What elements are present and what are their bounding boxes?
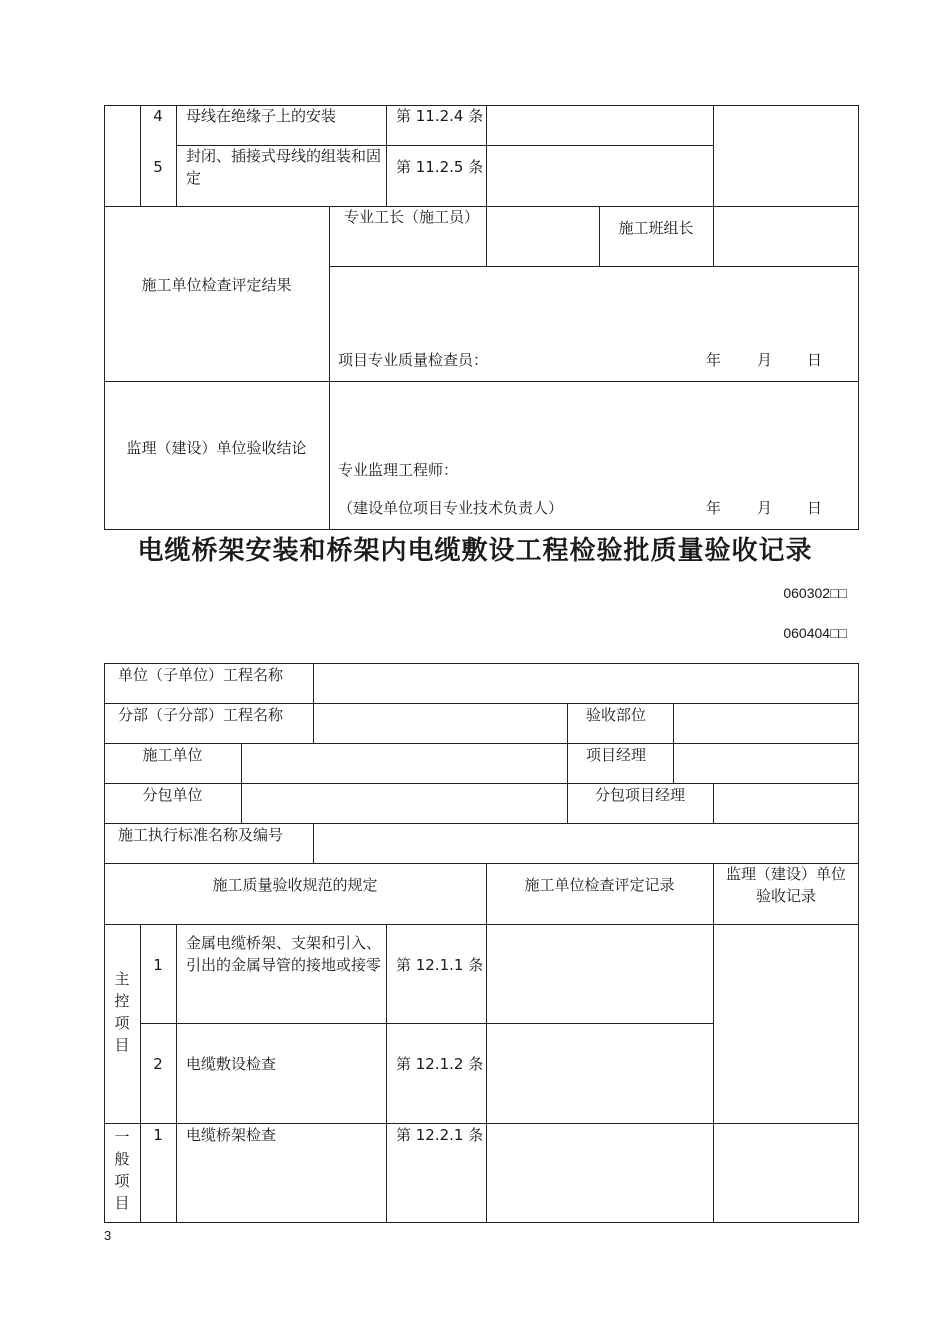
item-text: 封闭、插接式母线的组装和固定 (186, 147, 382, 187)
standard-label: 施工执行标准名称及编号 (118, 826, 284, 844)
row-number: 5 (153, 158, 163, 176)
eval-result-label: 施工单位检查评定结果 (141, 276, 292, 294)
date-month: 月 (757, 499, 773, 517)
spec-header: 施工质量验收规范的规定 (212, 876, 378, 894)
row-number: 1 (153, 956, 163, 974)
date-day: 日 (807, 351, 823, 369)
team-leader-label: 施工班组长 (618, 219, 694, 237)
item-text: 金属电缆桥架、支架和引入、引出的金属导管的接地或接零 (186, 934, 382, 974)
contractor-label: 施工单位 (142, 746, 203, 764)
subproject-label: 分部（子分部）工程名称 (118, 706, 284, 724)
page-number: 3 (104, 1228, 112, 1243)
clause-ref: 第 12.1.1 条 (396, 956, 484, 974)
item-text: 母线在绝缘子上的安装 (186, 107, 337, 125)
row-number: 2 (153, 1055, 163, 1073)
row-number: 1 (153, 1126, 163, 1144)
clause-ref: 第 11.2.5 条 (396, 158, 484, 176)
owner-rep-label: （建设单位项目专业技术负责人） (338, 499, 564, 517)
clause-ref: 第 11.2.4 条 (396, 107, 484, 125)
item-text: 电缆敷设检查 (186, 1055, 277, 1073)
project-name-label: 单位（子单位）工程名称 (118, 666, 284, 684)
item-text: 电缆桥架检查 (186, 1126, 277, 1144)
supervision-conclusion-label: 监理（建设）单位验收结论 (126, 439, 307, 457)
date-day: 日 (807, 499, 823, 517)
quality-inspector-label: 项目专业质量检查员： (338, 351, 489, 369)
page-title: 电缆桥架安装和桥架内电缆敷设工程检验批质量验收记录 (137, 536, 813, 566)
date-month: 月 (757, 351, 773, 369)
acceptance-part-label: 验收部位 (586, 706, 647, 724)
general-group-label: 一般项目 (114, 1128, 130, 1212)
clause-ref: 第 12.1.2 条 (396, 1055, 484, 1073)
foreman-label: 专业工长（施工员） (344, 208, 480, 226)
sub-project-manager-label: 分包项目经理 (594, 786, 685, 804)
subcontractor-label: 分包单位 (142, 786, 203, 804)
supervisor-engineer-label: 专业监理工程师： (338, 461, 459, 479)
supervision-record-header: 监理（建设）单位验收记录 (725, 865, 846, 905)
form-code: 060404□□ (783, 625, 847, 641)
row-number: 4 (153, 107, 163, 125)
project-manager-label: 项目经理 (586, 746, 647, 764)
contractor-record-header: 施工单位检查评定记录 (524, 876, 675, 894)
date-year: 年 (706, 351, 722, 369)
date-year: 年 (706, 499, 722, 517)
form-code: 060302□□ (783, 585, 847, 601)
clause-ref: 第 12.2.1 条 (396, 1126, 484, 1144)
main-control-group-label: 主控项目 (114, 970, 130, 1054)
